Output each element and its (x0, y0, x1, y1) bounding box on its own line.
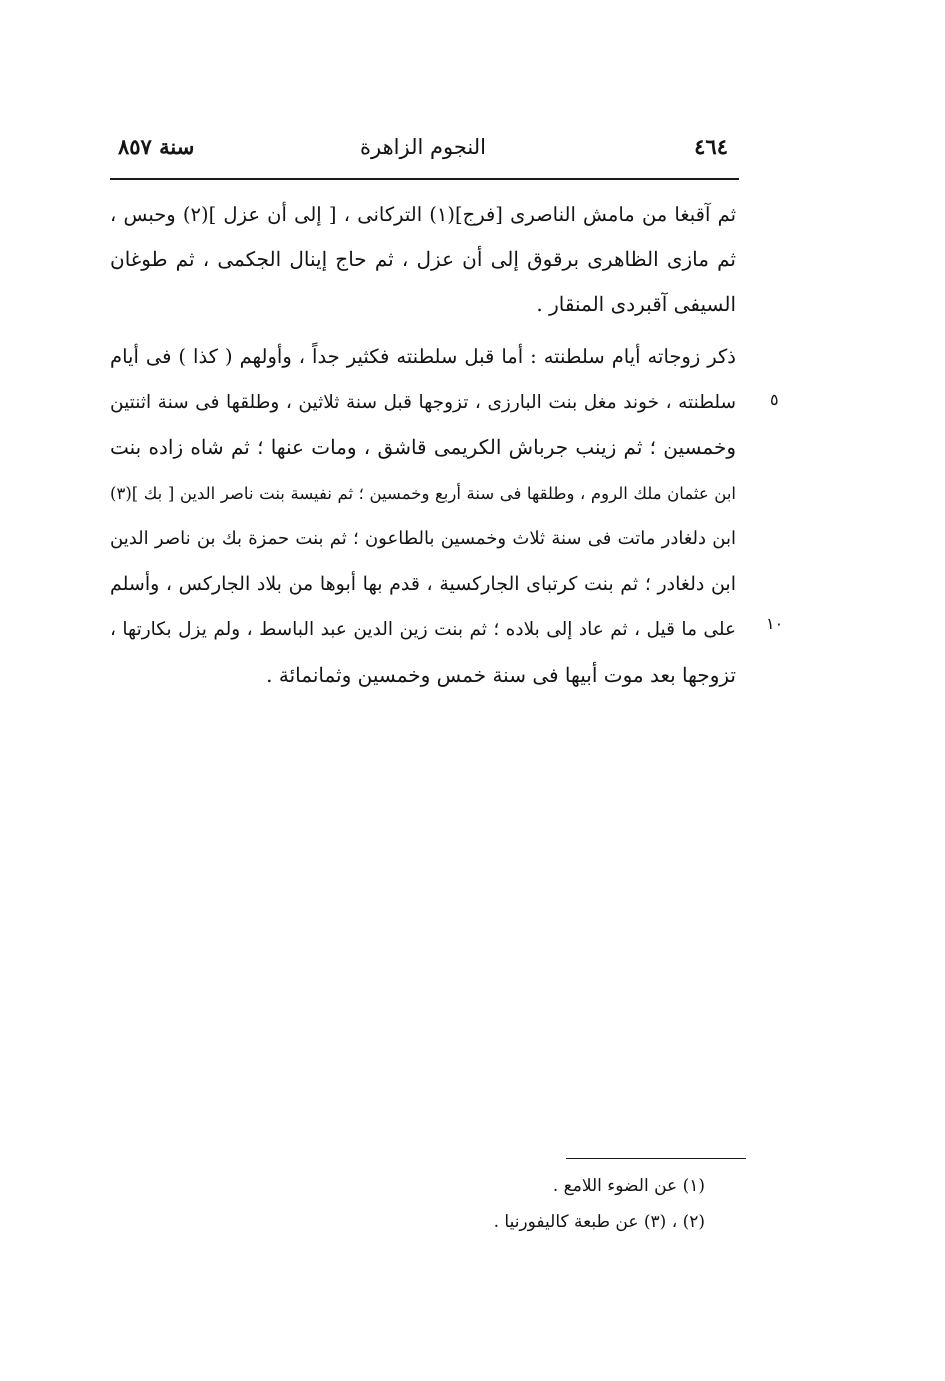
text-line: سلطنته ، خوند مغل بنت البارزى ، تزوجها قبل سنة ثلاثين ، وطلقها فى سنة اثنتين (110, 391, 736, 413)
text-line: ثم آقبغا من مامش الناصرى [فرج](١) التركانى ، [ إلى أن عزل ](٢) وحبس ، (110, 203, 737, 226)
text-line: ثم مازى الظاهرى برقوق إلى أن عزل ، ثم حاج إينال الجكمى ، ثم طوغان (110, 247, 736, 271)
line-marker-10: ١٠ (766, 614, 784, 633)
footnote-rule (566, 1158, 746, 1159)
text-line: وخمسين ؛ ثم زينب جرباش الكريمى قاشق ، ومات عنها ؛ ثم شاه زاده بنت (110, 435, 736, 459)
text-line: على ما قيل ، ثم عاد إلى بلاده ؛ ثم بنت زين الدين عبد الباسط ، ولم يزل بكارتها ، (110, 619, 736, 640)
text-line: ابن دلغادر ؛ ثم بنت كرتباى الجاركسية ، قدم بها أبوها من بلاد الجاركس ، وأسلم (110, 572, 736, 595)
line-marker-5: ٥ (770, 390, 779, 409)
text-line: تزوجها بعد موت أبيها فى سنة خمس وخمسين وثمانمائة . (266, 662, 736, 687)
footnote: (٢) ، (٣) عن طبعة كاليفورنيا . (493, 1212, 705, 1232)
footnote: (١) عن الضوء اللامع . (552, 1176, 705, 1196)
paragraph-wives (110, 334, 736, 698)
book-title: النجوم الزاهرة (360, 135, 486, 159)
header-rule (110, 178, 739, 180)
text-line: ذكر زوجاته أيام سلطنته : أما قبل سلطنته فكثير جداً ، وأولهم ( كذا ) فى أيام (110, 345, 736, 368)
paragraph-officials (110, 192, 736, 327)
page-number: ٤٦٤ (694, 134, 728, 159)
text-line: ابن دلغادر ماتت فى سنة ثلاث وخمسين بالطاعون ؛ ثم بنت حمزة بك بن ناصر الدين (110, 528, 736, 549)
running-header (110, 130, 736, 170)
text-line: ابن عثمان ملك الروم ، وطلقها فى سنة أربع وخمسين ؛ ثم نفيسة بنت ناصر الدين [ بك ](٣) (110, 483, 736, 503)
year-label: سنة ٨٥٧ (118, 134, 195, 159)
text-line: السيفى آقبردى المنقار . (536, 292, 736, 316)
footnotes (325, 1168, 705, 1240)
